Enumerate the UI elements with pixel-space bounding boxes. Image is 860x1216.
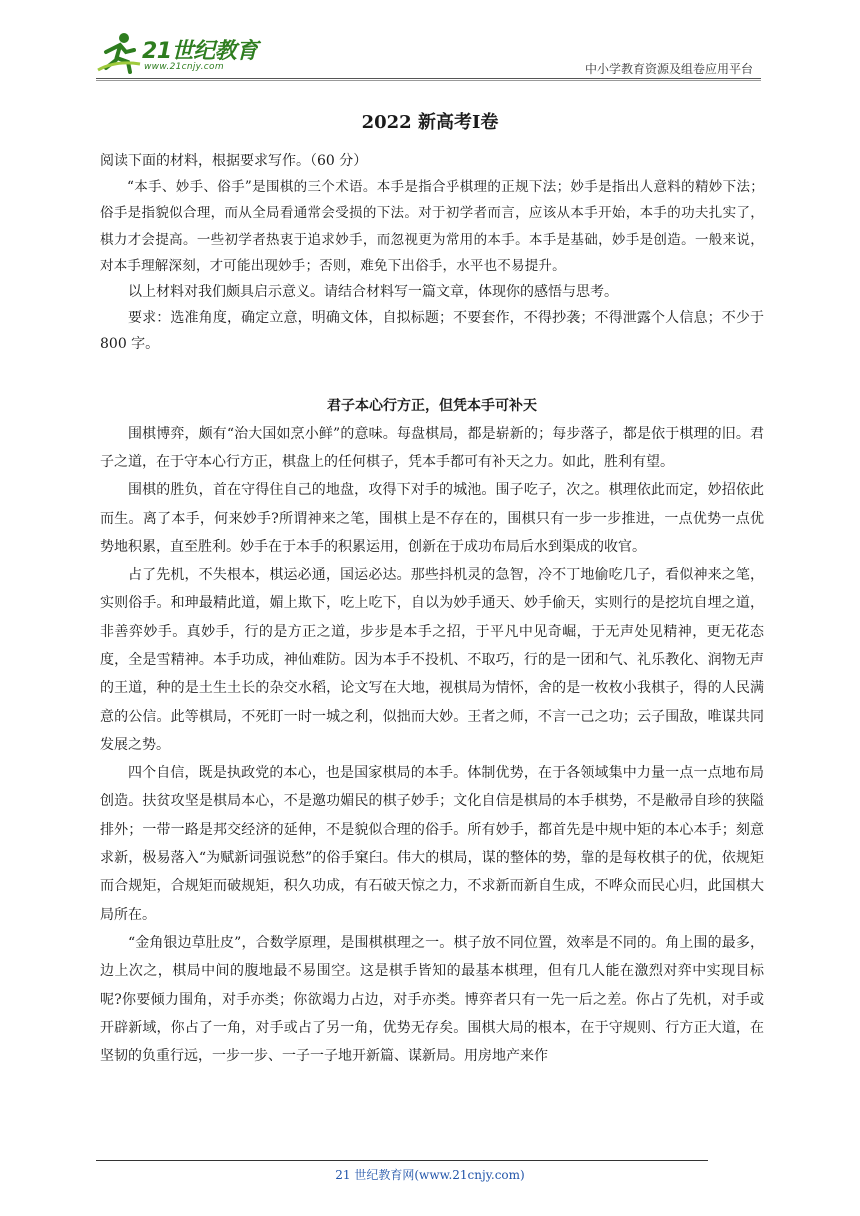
essay-paragraph: 围棋博弈，颇有“治大国如烹小鲜”的意味。每盘棋局，都是崭新的；每步落子，都是依于棋理的旧。君子之道，在于守本心行方正，棋盘上的任何棋子，凭本手都可有补天之力。如此，胜利有望。 bbox=[100, 425, 764, 470]
runner-logo-icon bbox=[96, 30, 142, 76]
instructions: 阅读下面的材料，根据要求写作。（60 分） bbox=[100, 153, 368, 169]
platform-name: 中小学教育资源及组卷应用平台 bbox=[584, 62, 753, 76]
logo bbox=[96, 30, 266, 78]
footer-divider bbox=[96, 1160, 708, 1161]
essay-paragraph: 占了先机，不失根本，棋运必通，国运必达。那些抖机灵的急智，冷不丁地偷吃几子，看似神来之笔，实则俗手。和珅最精此道，媚上欺下，吃上吃下，自以为妙手通天、妙手偷天，实则行的是挖坑自埋之道，非善弈妙手。真妙手，行的是方正之道，步步是本手之招，于平凡中见奇崛，于无声处见精神，更无花态度，全是雪精神。本手功成，神仙难防。因为本手不投机、不取巧，行的是一团和气、礼乐教化、润物无声的王道，种的是土生土长的杂交水稻，论文写在大地，视棋局为情怀，舍的是一枚枚小我棋子，得的人民满意的公信。此等棋局，不死盯一时一城之利，似拙而大妙。王者之师，不言一己之功；云子围敌，唯谋共同发展之势。 bbox=[100, 567, 764, 753]
requirements: 要求：选准角度，确定立意，明确文体，自拟标题；不要套作，不得抄袭；不得泄露个人信息；不少于 800 字。 bbox=[100, 310, 764, 353]
essay-title: 君子本心行方正，但凭本手可补天 bbox=[327, 397, 537, 414]
essay-paragraph: “金角银边草肚皮”，合数学原理，是围棋棋理之一。棋子放不同位置，效率是不同的。角上围的最多，边上次之，棋局中间的腹地最不易围空。这是棋手皆知的最基本棋理，但有几人能在激烈对弈中实现目标呢?你要倾力围角，对手亦类；你欲竭力占边，对手亦类。博弈者只有一先一后之差。你占了先机，对手或开辟新域，你占了一角，对手或占了另一角，优势无存矣。围棋大局的根本，在于守规则、行方正大道，在坚韧的负重行远，一步一步、一子一子地开新篇、谋新局。用房地产来作 bbox=[100, 934, 764, 1065]
logo-url: www.21cnjy.com bbox=[144, 62, 224, 72]
main-content bbox=[100, 148, 764, 1070]
writing-prompt: 以上材料对我们颇具启示意义。请结合材料写一篇文章，体现你的感悟与思考。 bbox=[128, 284, 618, 301]
essay-paragraph: 四个自信，既是执政党的本心，也是国家棋局的本手。体制优势，在于各领域集中力量一点一点地布局创造。扶贫攻坚是棋局本心，不是邀功媚民的棋子妙手；文化自信是棋局的本手棋势，不是敝帚自珍的狭隘排外；一带一路是邦交经济的延伸，不是貌似合理的俗手。所有妙手，都首先是中规中矩的本心本手；刻意求新，极易落入“为赋新词强说愁”的俗手窠臼。伟大的棋局，谋的整体的势，靠的是每枚棋子的优，依规矩而合规矩，合规矩而破规矩，积久功成，有石破天惊之力，不求新而新自生成，不哗众而民心归，此国棋大局所在。 bbox=[100, 765, 764, 923]
essay-paragraph: 围棋的胜负，首在守得住自己的地盘，攻得下对手的城池。围子吃子，次之。棋理依此而定，妙招依此而生。离了本手，何来妙手?所谓神来之笔，围棋上是不存在的，围棋只有一步一步推进，一点优势一点优势地积累，直至胜利。妙手在于本手的积累运用，创新在于成功布局后水到渠成的收官。 bbox=[100, 482, 764, 555]
header-divider bbox=[96, 78, 761, 79]
essay-body bbox=[100, 420, 764, 1071]
page-header bbox=[96, 30, 761, 80]
material-text: “本手、妙手、俗手”是围棋的三个术语。本手是指合乎棋理的正规下法；妙手是指出人意料的精妙下法；俗手是指貌似合理，而从全局看通常会受损的下法。对于初学者而言，应该从本手开始，本手的功夫扎实了，棋力才会提高。一些初学者热衷于追求妙手，而忽视更为常用的本手。本手是基础，妙手是创造。一般来说，对本手理解深刻，才可能出现妙手；否则，难免下出俗手，水平也不易提升。 bbox=[100, 179, 764, 274]
logo-text: 21世纪教育 bbox=[142, 39, 258, 64]
header-divider-secondary bbox=[96, 80, 761, 81]
footer-text[interactable]: 21 世纪教育网(www.21cnjy.com) bbox=[335, 1168, 525, 1182]
page-title: 2022 新高考Ⅰ卷 bbox=[361, 112, 499, 133]
